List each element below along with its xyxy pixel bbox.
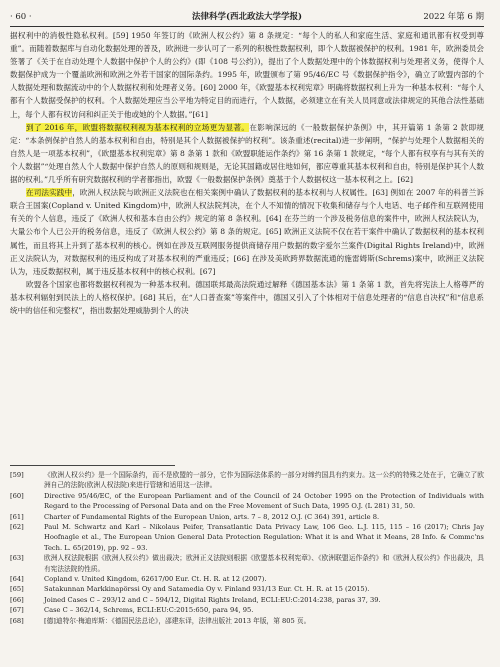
footnotes (10, 470, 484, 626)
text-run: 在涉及美欧跨界数据流通的施雷姆斯(Schrems)案中，欧洲正义法院认为，违反数据权利，属于违反基本权利中的核心权利。 (10, 253, 485, 276)
footnote-item (10, 605, 484, 615)
highlighted-text: 到了 2016 年，欧盟将数据权利视为基本权利的立场更为显著。 (26, 122, 250, 132)
footnote-reference[interactable]: [66] (233, 253, 250, 263)
text-run: 在影响深远的《一般数据保护条例》中，其开篇第 1 条第 2 款即规定：“本条例保护自然人的基本权利和自由，特别是其个人数据被保护的权利”。该条重述(recital)进一步阐明，“保护与处理个人数据相关的自然人是一项基本权利”，《欧盟基本权利宪章》第 8 条第 1 款和《欧盟职能运作条约》第 16 条第 1 款规定，“每个人都有权享有与其有关的个人数据”“处理自然人个人数据中保护自然人的原则和规则是，无论其国籍或居住地如何，都应尊重其基本权利和自由，特别是保护其个人数据的权利。”几乎所有研究数据权利的学者都指出，欧盟《一般数据保护条例》奠基于个人数据权这一基本权利之上。 (10, 122, 484, 185)
article-body (10, 29, 484, 317)
footnote-reference[interactable]: [62] (397, 175, 413, 185)
body-paragraph (10, 278, 484, 317)
footnote-reference[interactable]: [67] (199, 266, 216, 276)
footnote-text: [德]迪特尔·梅迪库斯：《德国民法总论》，邵建东译，法律出版社 2013 年版，第 805 页。 (44, 616, 311, 625)
page-header (10, 10, 484, 24)
footnote-text: Satakunnan Markkinapörssi Oy and Satamedia Oy v. Finland 931/13 Eur. Ct. H. R. at 15 (2015). (44, 585, 370, 594)
footnote-reference[interactable]: [63] (372, 188, 388, 198)
footnote-item (10, 553, 484, 574)
footnote-reference[interactable]: [64] (266, 214, 282, 224)
footnote-number: [62] (10, 523, 24, 532)
footnote-number: [59] (10, 471, 24, 479)
footnote-item (10, 470, 484, 491)
footnote-reference[interactable]: [60] (200, 83, 216, 93)
footnote-text: Directive 95/46/EC, of the European Parliament and of the Council of 24 October 1995 on the Protection of Individuals with Regard to the Processing of Personal Data and on the Free Movement of Such Data, 1995 O.J. (L 281) 31, 50. (44, 491, 484, 511)
body-paragraph (10, 186, 484, 278)
text-run: 1950 年签订的《欧洲人权公约》第 8 条规定：“每个人的私人和家庭生活、家庭和通讯都有权受到尊重”。而随着数据库与自动化数据处理的普及，欧洲进一步认可了一系列的积极性数据权利，即个人数据被保护的权利。1981 年，欧洲委员会签署了《关于在自动处理个人数据中保护个人的公约》(即《108 号公约》)，提出了个人数据处理中的个体数据权利与处理者义务，使得个人数据保护成为一个覆盖欧洲和欧洲之外若干国家的国际条约。1995 年，欧盟颁布了第 95/46/EC 号《数据保护指令》，确立了欧盟内部的个人数据处理和数据流动中的个人数据权利和处理者义务。 (10, 31, 484, 93)
footnote-item (10, 595, 484, 605)
journal-title: 法律科学(西北政法大学学报) (191, 12, 303, 22)
footnote-text: Joined Cases C – 293/12 and C – 594/12, Digital Rights Ireland, ECLI:EU:C:2014:238, paras 37, 39. (44, 595, 381, 604)
footnote-text: 《欧洲人权公约》是一个国际条约，而不是欧盟的一部分，它作为国际法体系的一部分对缔约国具有约束力。这一公约的特殊之处在于，它确立了欧洲自己的法院(欧洲人权法院)来进行管辖和适用这一法律。 (44, 471, 484, 490)
highlighted-text: 在司法实践中 (26, 188, 73, 198)
footnote-text: 欧洲人权法院根据《欧洲人权公约》做出裁决；欧洲正义法院则根据《欧盟基本权利宪章》、《欧洲联盟运作条约》和《欧洲人权公约》作出裁决，具有宪法法院的性质。 (44, 554, 484, 573)
text-run: 欧盟各个国家也都将数据权利视为一种基本权利。德国联邦最高法院通过解释《德国基本法》第 1 条第 1 款，首先将宪法上人格尊严的基本权利辐射到民法上的人格权保护。 (10, 279, 484, 302)
body-paragraph (10, 29, 484, 121)
issue-label: 2022 年第 6 期 (423, 12, 484, 22)
text-run: 例如在 2007 年的科普兰诉联合王国案(Copland v. United Kingdom)中，欧洲人权法院判决，在个人不知情的情况下收集和储存与个人电话、电子邮件和互联网使用有关的个人信息，违反了《欧洲人权和基本自由公约》规定的第 8 条权利。 (10, 188, 484, 224)
footnote-item (10, 491, 484, 512)
footnote-item (10, 574, 484, 584)
text-run: 在芬兰的一个涉及税务信息的案件中，欧洲人权法院认为，大量公布个人已公开的税务信息，违反了《欧洲人权公约》第 8 条的规定。 (10, 214, 484, 237)
page-number: · 60 · (10, 12, 32, 22)
footnote-reference[interactable]: [59] (112, 31, 129, 40)
footnote-item (10, 584, 484, 594)
footnote-text: Copland v. United Kingdom, 62617/00 Eur. Ct. H. R. at 12 (2007). (44, 575, 267, 584)
header-rule (10, 26, 484, 27)
footnote-text: Paul M. Schwartz and Karl – Nikolaus Peifer, Transatlantic Data Privacy Law, 106 Geo. L.J. 115, 115 – 16 (2017); Chris Jay Hoofnagle et al., The European Union General Data Protection Regulation: What it is and What it Means, 28 Info. & Commc'ns Tech. L. 65(2019), pp. 92 – 93. (44, 523, 484, 552)
footnote-number: [61] (10, 512, 24, 521)
footnote-number: [63] (10, 554, 24, 563)
text-run: 2000 年，《欧盟基本权利宪章》明确将数据权利上升为一种基本权利：“每个人都有个人数据受保护的权利。个人数据处理应当公平地为特定目的而进行，个人数据，必须建立在有关人员同意或法律规定的其他合法性基础上，每个人都有权访问和纠正关于他或她的个人数据。” (10, 83, 484, 119)
footnote-reference[interactable]: [68] (140, 292, 156, 302)
body-paragraph (10, 121, 484, 186)
footnote-item (10, 522, 484, 553)
footnote-number: [66] (10, 595, 24, 604)
footnote-number: [68] (10, 616, 24, 625)
footnote-number: [60] (10, 491, 24, 500)
text-run: 据权利中的消极性隐私权利。 (10, 31, 113, 40)
footnote-item (10, 512, 484, 522)
footnote-number: [67] (10, 606, 24, 615)
footnote-separator (10, 465, 175, 466)
footnote-text: Case C – 362/14, Schrems, ECLI:EU:C:2015:650, para 94, 95. (44, 606, 254, 615)
footnote-reference[interactable]: [65] (266, 227, 282, 237)
footnote-text: Charter of Fundamental Rights of the European Union, arts. 7 – 8, 2012 O.J. (C 364) 391, article 8. (44, 512, 380, 521)
text-run: 欧洲正义法院不仅在若干案件中确认了数据权利的基本权利属性，而且将其上升到了基本权利的核心。例如在涉及互联网服务提供商储存用户数据的数字爱尔兰案件(Digital Rights Ireland)中，欧洲正义法院认为，对数据权利的违反构成了对基本权利的严重违反； (10, 227, 484, 263)
text-run: ，欧洲人权法院与欧洲正义法院也在相关案例中确认了数据权利的基本权利与人权属性。 (72, 188, 373, 198)
footnote-reference[interactable]: [61] (192, 109, 208, 119)
footnote-number: [65] (10, 585, 24, 594)
footnote-item (10, 616, 484, 626)
footnote-number: [64] (10, 575, 24, 584)
text-run: 其后，在“人口普查案”等案件中，德国又引入了个体相对于信息处理者的“信息自决权”和“信息系统中的信任和完整权”，指出数据处理威胁到个人的决 (10, 292, 484, 315)
